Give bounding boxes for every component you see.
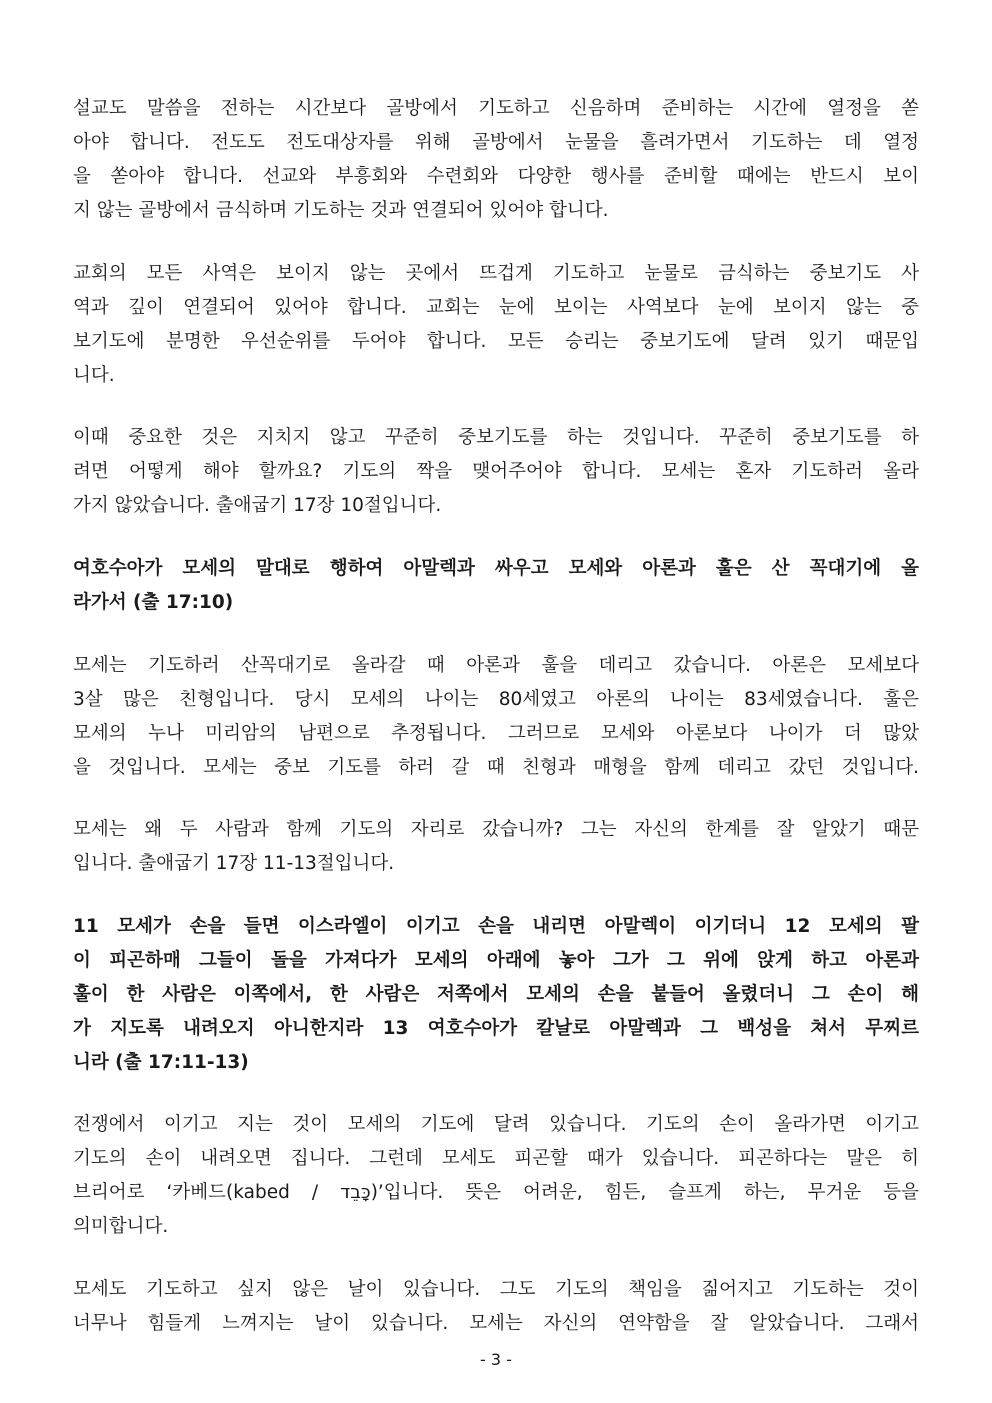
paragraph-6-line-1: 모세는 왜 두 사람과 함께 기도의 자리로 갔습니까? 그는 자신의 한계를 잘 알았기 때문 <box>73 819 919 840</box>
paragraph-7-line-3: 훌이 한 사람은 이쪽에서, 한 사람은 저쪽에서 모세의 손을 붙들어 올렸더니 그 손이 해 <box>73 984 919 1005</box>
paragraph-7-line-2: 이 피곤하매 그들이 돌을 가져다가 모세의 아래에 놓아 그가 그 위에 앉게 하고 아론과 <box>73 950 919 971</box>
paragraph-3-line-2: 려면 어떻게 해야 할까요? 기도의 짝을 맺어주어야 합니다. 모세는 혼자 기도하러 올라 <box>73 461 919 482</box>
paragraph-3-line-1: 이때 중요한 것은 지치지 않고 꾸준히 중보기도를 하는 것입니다. 꾸준히 중보기도를 하 <box>73 427 919 448</box>
paragraph-8-line-4: 의미합니다. <box>73 1216 169 1237</box>
paragraph-1-line-1: 설교도 말씀을 전하는 시간보다 골방에서 기도하고 신음하며 준비하는 시간에 열정을 쏟 <box>73 98 919 119</box>
paragraph-2-line-2: 역과 깊이 연결되어 있어야 합니다. 교회는 눈에 보이는 사역보다 눈에 보이지 않는 중 <box>73 297 919 318</box>
paragraph-5-line-3: 모세의 누나 미리암의 남편으로 추정됩니다. 그러므로 모세와 아론보다 나이가 더 많았 <box>73 723 919 744</box>
paragraph-8-line-1: 전쟁에서 이기고 지는 것이 모세의 기도에 달려 있습니다. 기도의 손이 올라가면 이기고 <box>73 1114 919 1135</box>
paragraph-5-line-1: 모세는 기도하러 산꼭대기로 올라갈 때 아론과 훌을 데리고 갔습니다. 아론은 모세보다 <box>73 655 919 676</box>
paragraph-9-line-1: 모세도 기도하고 싶지 않은 날이 있습니다. 그도 기도의 책임을 짊어지고 기도하는 것이 <box>73 1279 919 1300</box>
paragraph-1-line-2: 아야 합니다. 전도도 전도대상자를 위해 골방에서 눈물을 흘려가면서 기도하는 데 열정 <box>73 132 919 153</box>
paragraph-1-line-4: 지 않는 골방에서 금식하며 기도하는 것과 연결되어 있어야 합니다. <box>73 200 609 221</box>
paragraph-8-line-2: 기도의 손이 내려오면 집니다. 그런데 모세도 피곤할 때가 있습니다. 피곤하다는 말은 히 <box>73 1148 919 1169</box>
paragraph-2-line-4: 니다. <box>73 365 115 386</box>
paragraph-1-line-3: 을 쏟아야 합니다. 선교와 부흥회와 수련회와 다양한 행사를 준비할 때에는 반드시 보이 <box>73 166 919 187</box>
paragraph-8-line-3: 브리어로 ‘카베드(kabed / כָּבֵד)’입니다. 뜻은 어려운, 힘든, 슬프게 하는, 무거운 등을 <box>73 1182 919 1203</box>
paragraph-9-line-2: 너무나 힘들게 느껴지는 날이 있습니다. 모세는 자신의 연약함을 잘 알았습니다. 그래서 <box>73 1313 919 1334</box>
paragraph-7-line-1: 11 모세가 손을 들면 이스라엘이 이기고 손을 내리면 아말렉이 이기더니 12 모세의 팔 <box>73 916 919 937</box>
paragraph-7-line-5: 니라 (출 17:11-13) <box>73 1052 249 1073</box>
page-number: - 3 - <box>480 1350 512 1369</box>
paragraph-2-line-3: 보기도에 분명한 우선순위를 두어야 합니다. 모든 승리는 중보기도에 달려 있기 때문입 <box>73 331 919 352</box>
paragraph-5-line-4: 을 것입니다. 모세는 중보 기도를 하러 갈 때 친형과 매형을 함께 데리고 갔던 것입니다. <box>73 757 919 778</box>
paragraph-3-line-3: 가지 않았습니다. 출애굽기 17장 10절입니다. <box>73 495 442 516</box>
paragraph-4-line-2: 라가서 (출 17:10) <box>73 592 234 613</box>
paragraph-5-line-2: 3살 많은 친형입니다. 당시 모세의 나이는 80세였고 아론의 나이는 83세였습니다. 훌은 <box>73 689 919 710</box>
paragraph-7-line-4: 가 지도록 내려오지 아니한지라 13 여호수아가 칼날로 아말렉과 그 백성을 쳐서 무찌르 <box>73 1018 919 1039</box>
paragraph-2-line-1: 교회의 모든 사역은 보이지 않는 곳에서 뜨겁게 기도하고 눈물로 금식하는 중보기도 사 <box>73 263 919 284</box>
paragraph-4-line-1: 여호수아가 모세의 말대로 행하여 아말렉과 싸우고 모세와 아론과 훌은 산 꼭대기에 올 <box>73 558 919 579</box>
paragraph-6-line-2: 입니다. 출애굽기 17장 11-13절입니다. <box>73 853 395 874</box>
